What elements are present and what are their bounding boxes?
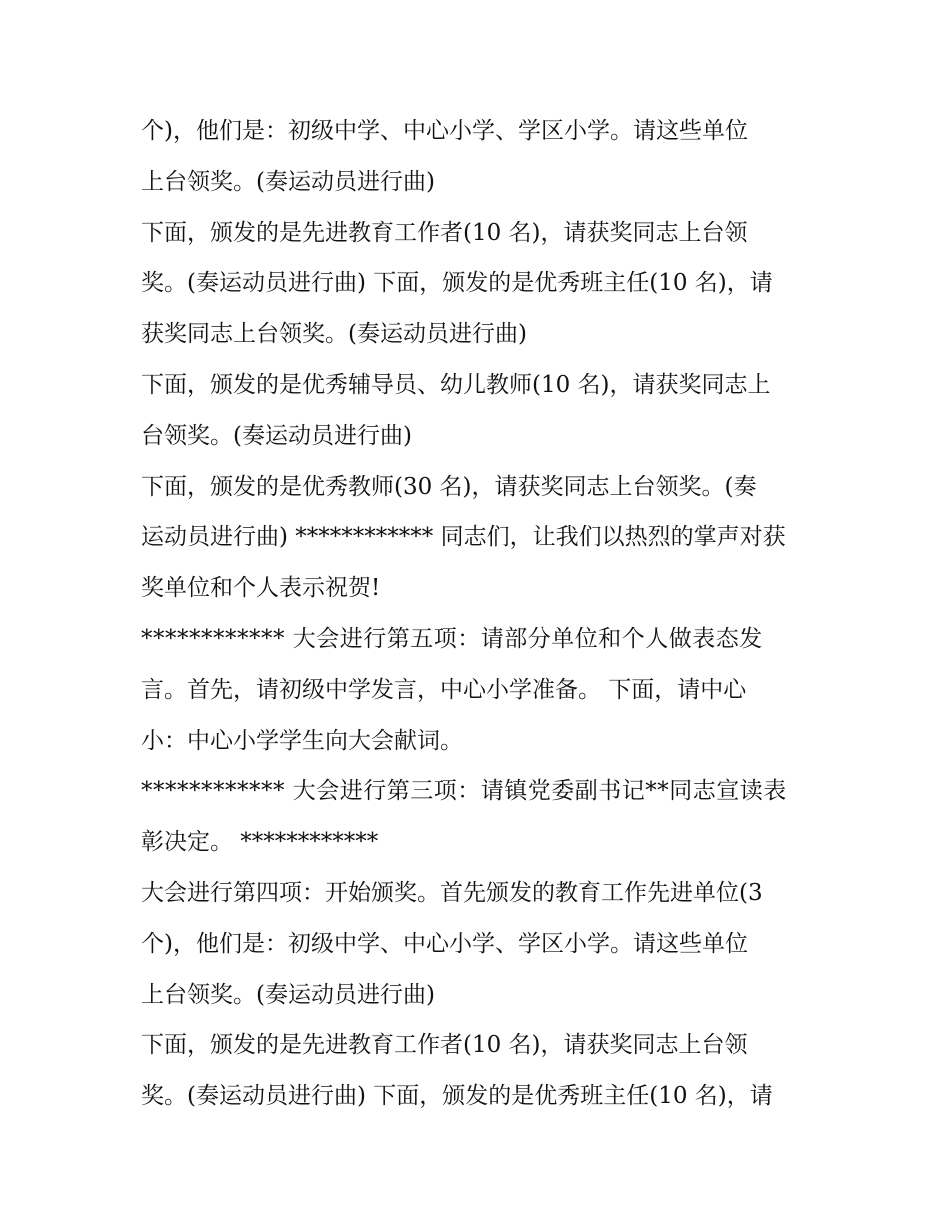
text-line: 奖。(奏运动员进行曲) 下面，颁发的是优秀班主任(10 名)，请 — [141, 270, 773, 297]
text-line: 上台领奖。(奏运动员进行曲) — [141, 981, 435, 1008]
text-line: 下面，颁发的是优秀辅导员、幼儿教师(10 名)，请获奖同志上 — [141, 371, 771, 398]
text-line: 个)，他们是：初级中学、中心小学、学区小学。请这些单位 — [141, 118, 748, 144]
text-line: 上台领奖。(奏运动员进行曲) — [141, 168, 435, 195]
text-line: 大会进行第四项：开始颁奖。首先颁发的教育工作先进单位(3 — [141, 879, 763, 906]
document-body — [141, 106, 821, 1122]
text-line: 台领奖。(奏运动员进行曲) — [141, 422, 412, 449]
text-line: 运动员进行曲) ************ 同志们，让我们以热烈的掌声对获 — [141, 524, 786, 551]
text-line: 下面，颁发的是优秀教师(30 名)，请获奖同志上台领奖。(奏 — [141, 473, 757, 500]
text-line: 下面，颁发的是先进教育工作者(10 名)，请获奖同志上台领 — [141, 1032, 748, 1059]
text-line: ************ 大会进行第三项：请镇党委副书记**同志宣读表 — [141, 778, 787, 805]
text-line: 奖单位和个人表示祝贺! — [141, 575, 381, 602]
text-line: 下面，颁发的是先进教育工作者(10 名)，请获奖同志上台领 — [141, 219, 748, 246]
text-line: 小：中心小学学生向大会献词。 — [141, 727, 463, 754]
text-line: 彰决定。 ************ — [141, 829, 379, 856]
text-line: ************ 大会进行第五项：请部分单位和个人做表态发 — [141, 625, 763, 652]
text-line: 奖。(奏运动员进行曲) 下面，颁发的是优秀班主任(10 名)，请 — [141, 1083, 773, 1110]
text-line: 获奖同志上台领奖。(奏运动员进行曲) — [141, 321, 527, 348]
text-line: 言。首先，请初级中学发言，中心小学准备。 下面，请中心 — [141, 676, 747, 703]
text-line: 个)，他们是：初级中学、中心小学、学区小学。请这些单位 — [141, 930, 748, 957]
